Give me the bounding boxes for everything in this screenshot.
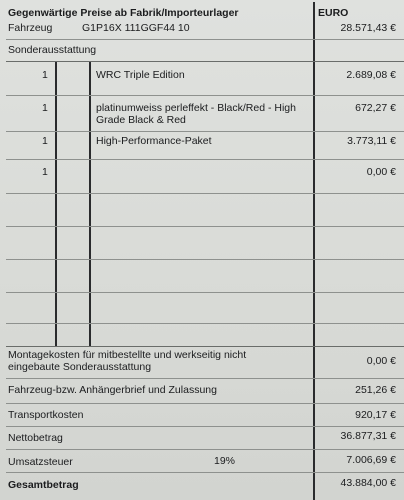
option-qty: 1 xyxy=(42,135,48,147)
assembly-cost-label: Montagekosten für mitbestellte und werkseitig nicht eingebaute Sonderausstattung xyxy=(8,349,247,373)
option-price: 672,27 € xyxy=(355,102,396,114)
row-rule xyxy=(6,426,404,427)
option-price: 2.689,08 € xyxy=(346,69,396,81)
row-rule xyxy=(6,378,404,379)
description-column-rule xyxy=(89,62,91,347)
vat-value: 7.006,69 € xyxy=(346,454,396,466)
row-rule xyxy=(6,193,404,194)
row-rule xyxy=(6,403,404,404)
option-qty: 1 xyxy=(42,166,48,178)
row-rule xyxy=(6,472,404,473)
row-rule xyxy=(6,159,404,160)
option-description: High-Performance-Paket xyxy=(96,135,212,147)
option-price: 3.773,11 € xyxy=(347,135,396,147)
row-rule xyxy=(6,39,404,40)
option-price: 0,00 € xyxy=(366,166,396,178)
registration-cost-value: 251,26 € xyxy=(355,384,396,396)
total-label: Gesamtbetrag xyxy=(8,479,79,491)
registration-cost-label: Fahrzeug-bzw. Anhängerbrief und Zulassung xyxy=(8,384,217,396)
header-title: Gegenwärtige Preise ab Fabrik/Importeurlager xyxy=(8,7,239,19)
assembly-cost-value: 0,00 € xyxy=(366,355,396,367)
currency-header: EURO xyxy=(318,7,349,19)
net-amount-label: Nettobetrag xyxy=(8,432,63,444)
row-rule xyxy=(6,131,404,132)
option-description: WRC Triple Edition xyxy=(96,69,185,81)
option-description: platinumweiss perleffekt - Black/Red - High Grade Black & Red xyxy=(96,102,296,126)
row-rule xyxy=(6,61,404,62)
row-rule xyxy=(6,449,404,450)
option-qty: 1 xyxy=(42,102,48,114)
vat-label: Umsatzsteuer xyxy=(8,456,73,468)
transport-cost-value: 920,17 € xyxy=(355,409,396,421)
option-qty: 1 xyxy=(42,69,48,81)
vehicle-label: Fahrzeug xyxy=(8,22,53,34)
row-rule xyxy=(6,95,404,96)
qty-column-rule xyxy=(55,62,57,347)
net-amount-value: 36.877,31 € xyxy=(340,430,396,442)
transport-cost-label: Transportkosten xyxy=(8,409,84,421)
total-value: 43.884,00 € xyxy=(340,477,396,489)
row-rule xyxy=(6,226,404,227)
row-rule xyxy=(6,292,404,293)
row-rule xyxy=(6,346,404,347)
row-rule xyxy=(6,323,404,324)
vehicle-code: G1P16X 111GGF44 10 xyxy=(82,22,190,34)
vat-rate: 19% xyxy=(214,455,236,467)
vehicle-price: 28.571,43 € xyxy=(340,22,396,34)
special-equipment-label: Sonderausstattung xyxy=(8,44,97,56)
row-rule xyxy=(6,259,404,260)
